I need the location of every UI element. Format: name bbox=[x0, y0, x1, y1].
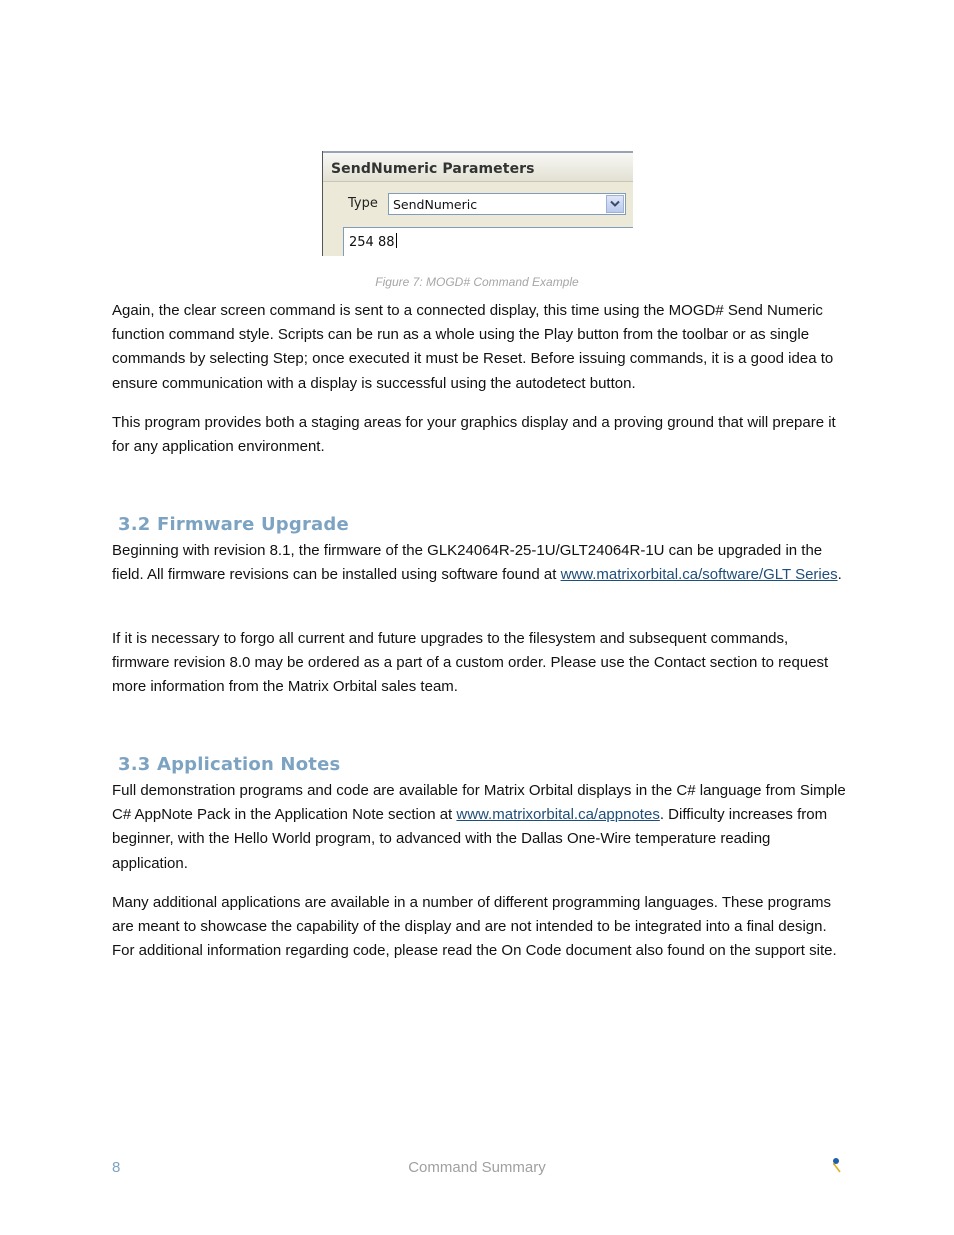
parameters-input[interactable] bbox=[343, 227, 633, 256]
type-label: Type bbox=[348, 196, 378, 211]
type-select-value: SendNumeric bbox=[393, 197, 478, 212]
window-title: SendNumeric Parameters bbox=[331, 161, 535, 177]
chevron-down-icon bbox=[610, 200, 620, 208]
figure-caption: Figure 7: MOGD# Command Example bbox=[375, 275, 579, 289]
firmware-text-before: Beginning with revision 8.1, the firmware of the GLK24064R-25-1U/GLT24064R-1U can be upgraded in the field. All firmware revisions can be installed using software found at bbox=[112, 542, 823, 584]
heading-application-notes: 3.3 Application Notes bbox=[118, 754, 341, 775]
matrix-orbital-logo-icon bbox=[829, 1156, 843, 1174]
paragraph-clear-screen: Again, the clear screen command is sent to a connected display, this time using the MOGD# Send Numeric function command style. Scripts can be run as a whole using the Play button from the toolbar or as single commands by selecting Step; once executed it must be Reset. Before issuing commands, it is a good idea to ensure communication with a display is successful using the autodetect button. bbox=[112, 302, 834, 392]
footer-title: Command Summary bbox=[408, 1159, 546, 1176]
appnotes-text-after: . Difficulty increases from beginner, with the Hello World program, to advanced with the Dallas One-Wire temperature reading application. bbox=[112, 806, 828, 872]
page-number: 8 bbox=[112, 1159, 121, 1176]
type-select[interactable] bbox=[388, 193, 626, 215]
paragraph-firmware-revision bbox=[112, 539, 847, 587]
heading-firmware-upgrade: 3.2 Firmware Upgrade bbox=[118, 514, 349, 535]
dropdown-button[interactable] bbox=[606, 195, 624, 213]
paragraph-forgo-upgrades: If it is necessary to forgo all current and future upgrades to the filesystem and subsequent commands, firmware revision 8.0 may be ordered as a part of a custom order. Please use the Contact section to request more information from the Matrix Orbital sales team. bbox=[112, 630, 829, 696]
figure-screenshot bbox=[322, 151, 633, 256]
appnotes-text-before: Full demonstration programs and code are available for Matrix Orbital displays in the C# language from Simple C# AppNote Pack in the Application Note section at bbox=[112, 782, 846, 824]
parameters-input-value: 254 88 bbox=[349, 235, 395, 250]
appnotes-link[interactable]: www.matrixorbital.ca/appnotes bbox=[456, 806, 660, 824]
firmware-text-after: . bbox=[837, 566, 842, 584]
window-title-bar bbox=[323, 153, 633, 182]
paragraph-demo-programs bbox=[112, 779, 847, 876]
software-link[interactable]: www.matrixorbital.ca/software/GLT Series bbox=[560, 566, 838, 584]
paragraph-additional-apps: Many additional applications are available in a number of different programming languages. These programs are meant to showcase the capability of the display and are not intended to be integrated into a final design. For additional information regarding code, please read the On Code document also found on the support site. bbox=[112, 894, 837, 960]
paragraph-staging: This program provides both a staging areas for your graphics display and a proving ground that will prepare it for any application environment. bbox=[112, 414, 836, 456]
